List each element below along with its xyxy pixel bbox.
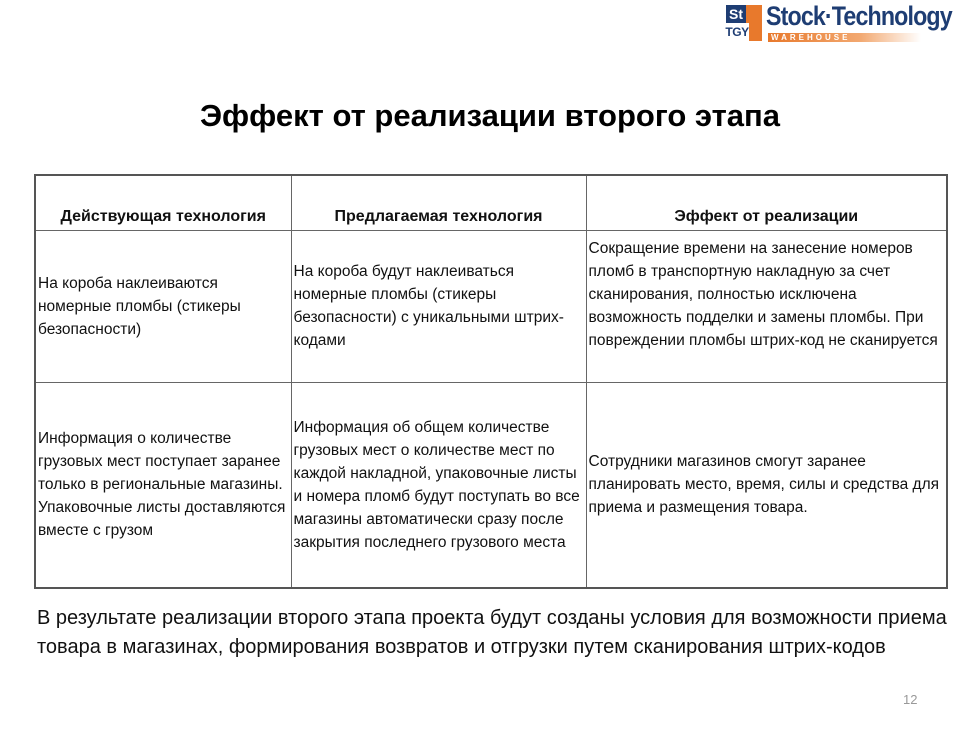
header-current-technology: Действующая технология	[35, 175, 291, 230]
cell-effect: Сотрудники магазинов смогут заранее планировать место, время, силы и средства для приема и размещения товара.	[586, 382, 947, 588]
logo-subtitle: WAREHOUSE	[768, 33, 921, 42]
logo-mark-icon	[724, 3, 764, 43]
conclusion-text: В результате реализации второго этапа проекта будут созданы условия для возможности приема товара в магазинах, формирования возвратов и отгрузки путем сканирования штрих-кодов	[37, 607, 947, 658]
slide-title: Эффект от реализации второго этапа	[200, 98, 780, 133]
logo-name: Stock·Technology	[766, 1, 952, 31]
cell-proposed: На короба будут наклеиваться номерные пломбы (стикеры безопасности) с уникальными штрих-кодами	[291, 230, 586, 382]
logo-mark-bottom: TGY	[725, 25, 749, 39]
header-effect: Эффект от реализации	[586, 175, 947, 230]
header-proposed-technology: Предлагаемая технология	[291, 175, 586, 230]
logo-mark-top: St	[726, 5, 746, 23]
comparison-table	[34, 174, 948, 589]
table-row	[35, 382, 947, 588]
table-header-row	[35, 175, 947, 230]
cell-current: На короба наклеиваются номерные пломбы (стикеры безопасности)	[35, 230, 291, 382]
cell-effect: Сокращение времени на занесение номеров пломб в транспортную накладную за счет сканирования, полностью исключена возможность подделки и замены пломбы. При повреждении пломбы штрих-код не сканируется	[586, 230, 947, 382]
table-row	[35, 230, 947, 382]
cell-proposed: Информация об общем количестве грузовых мест о количестве мест по каждой накладной, упаковочные листы и номера пломб будут поступать во все магазины автоматически сразу после закрытия последнего грузового места	[291, 382, 586, 588]
company-logo	[724, 3, 974, 45]
cell-current: Информация о количестве грузовых мест поступает заранее только в региональные магазины. Упаковочные листы доставляются вместе с грузом	[35, 382, 291, 588]
page-number: 12	[903, 692, 918, 707]
